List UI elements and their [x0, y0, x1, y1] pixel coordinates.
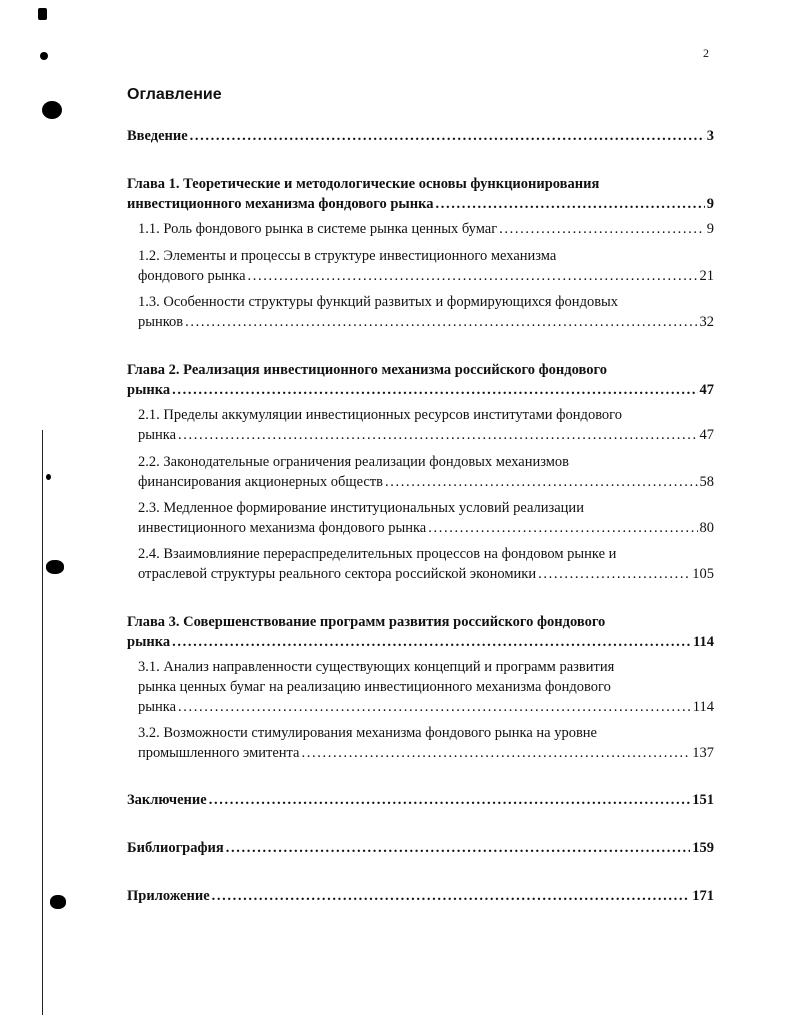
entry-page: 80: [699, 520, 714, 536]
entry-label-line1: 3.1. Анализ направленности существующих концепций и программ развития: [138, 659, 615, 675]
scan-blot: [50, 895, 66, 909]
entry-label: Заключение: [127, 792, 207, 808]
entry-label-line1: 1.3. Особенности структуры функций развитых и формирующихся фондовых: [138, 294, 619, 310]
scan-blot: [42, 101, 62, 119]
entry-label-line1: 3.2. Возможности стимулирования механизма фондового рынка на уровне: [138, 725, 597, 741]
entry-label: промышленного эмитента: [138, 745, 300, 761]
entry-label: рынка: [127, 382, 171, 398]
entry-label: 1.1. Роль фондового рынка в системе рынка ценных бумаг: [138, 221, 498, 237]
entry-label: Библиография: [127, 840, 224, 856]
entry-label: рынков: [138, 314, 184, 330]
entry-page: 21: [699, 268, 714, 284]
entry-page: 171: [692, 888, 714, 904]
toc-entry-bibliography[interactable]: [127, 838, 714, 858]
entry-label: отраслевой структуры реального сектора российской экономики: [138, 566, 537, 582]
entry-page: 105: [692, 566, 714, 582]
scan-blot: [40, 52, 48, 60]
toc-entry-section-3-1[interactable]: [138, 657, 714, 717]
entry-label-line1: 2.2. Законодательные ограничения реализации фондовых механизмов: [138, 454, 570, 470]
toc-entry-section-2-1[interactable]: [138, 405, 714, 445]
dot-leader: [226, 838, 691, 858]
toc-entry-section-2-4[interactable]: [138, 544, 714, 584]
entry-page: 137: [692, 745, 714, 761]
dot-leader: [190, 126, 705, 146]
scan-blot: [46, 560, 64, 574]
binding-margin-line: [42, 430, 43, 1015]
entry-label: фондового рынка: [138, 268, 246, 284]
toc-entry-section-1-2[interactable]: [138, 246, 714, 286]
entry-page: 3: [706, 128, 714, 144]
entry-label-line1: 1.2. Элементы и процессы в структуре инвестиционного механизма: [138, 248, 557, 264]
entry-label: рынка: [138, 699, 177, 715]
dot-leader: [499, 219, 705, 239]
entry-label: Введение: [127, 128, 188, 144]
dot-leader: [248, 266, 698, 286]
entry-label-line1: 2.3. Медленное формирование институциональных условий реализации: [138, 500, 584, 516]
dot-leader: [209, 790, 691, 810]
dot-leader: [435, 194, 704, 214]
entry-label: инвестиционного механизма фондового рынка: [138, 520, 427, 536]
entry-label-line2: рынка ценных бумаг на реализацию инвестиционного механизма фондового: [138, 679, 611, 695]
entry-label-line1: Глава 2. Реализация инвестиционного механизма российского фондового: [127, 362, 607, 378]
scan-blot: [38, 8, 47, 20]
toc-entry-chapter-3[interactable]: [127, 612, 714, 652]
toc-entry-conclusion[interactable]: [127, 790, 714, 810]
entry-page: 151: [692, 792, 714, 808]
entry-label-line1: 2.4. Взаимовлияние перераспределительных процессов на фондовом рынке и: [138, 546, 617, 562]
page-number: 2: [703, 46, 709, 60]
entry-page: 47: [699, 382, 714, 398]
entry-page: 47: [699, 427, 714, 443]
dot-leader: [301, 743, 690, 763]
toc-entry-section-1-1[interactable]: [138, 219, 714, 239]
scan-blot: [46, 474, 51, 480]
dot-leader: [538, 564, 690, 584]
dot-leader: [185, 312, 697, 332]
toc-entry-chapter-1[interactable]: [127, 174, 714, 214]
entry-label: финансирования акционерных обществ: [138, 474, 383, 490]
entry-label-line1: Глава 1. Теоретические и методологические основы функционирования: [127, 176, 600, 192]
entry-label: инвестиционного механизма фондового рынка: [127, 196, 434, 212]
dot-leader: [172, 380, 697, 400]
entry-page: 9: [706, 196, 714, 212]
dot-leader: [385, 472, 698, 492]
entry-label-line1: 2.1. Пределы аккумуляции инвестиционных ресурсов институтами фондового: [138, 407, 623, 423]
toc-entry-section-1-3[interactable]: [138, 292, 714, 332]
toc-entry-section-2-3[interactable]: [138, 498, 714, 538]
entry-page: 32: [699, 314, 714, 330]
dot-leader: [178, 697, 691, 717]
toc-entry-section-3-2[interactable]: [138, 723, 714, 763]
dot-leader: [172, 632, 691, 652]
entry-label-line1: Глава 3. Совершенствование программ развития российского фондового: [127, 614, 606, 630]
entry-page: 114: [692, 699, 714, 715]
dot-leader: [212, 886, 691, 906]
entry-page: 58: [699, 474, 714, 490]
toc-title: Оглавление: [127, 86, 222, 103]
entry-page: 114: [693, 634, 714, 650]
dot-leader: [178, 425, 697, 445]
entry-label: Приложение: [127, 888, 210, 904]
toc-entry-section-2-2[interactable]: [138, 452, 714, 492]
toc-entry-appendix[interactable]: [127, 886, 714, 906]
entry-page: 159: [692, 840, 714, 856]
entry-page: 9: [706, 221, 714, 237]
entry-label: рынка: [138, 427, 177, 443]
toc-entry-chapter-2[interactable]: [127, 360, 714, 400]
dot-leader: [428, 518, 697, 538]
toc-entry-introduction[interactable]: [127, 126, 714, 146]
entry-label: рынка: [127, 634, 171, 650]
